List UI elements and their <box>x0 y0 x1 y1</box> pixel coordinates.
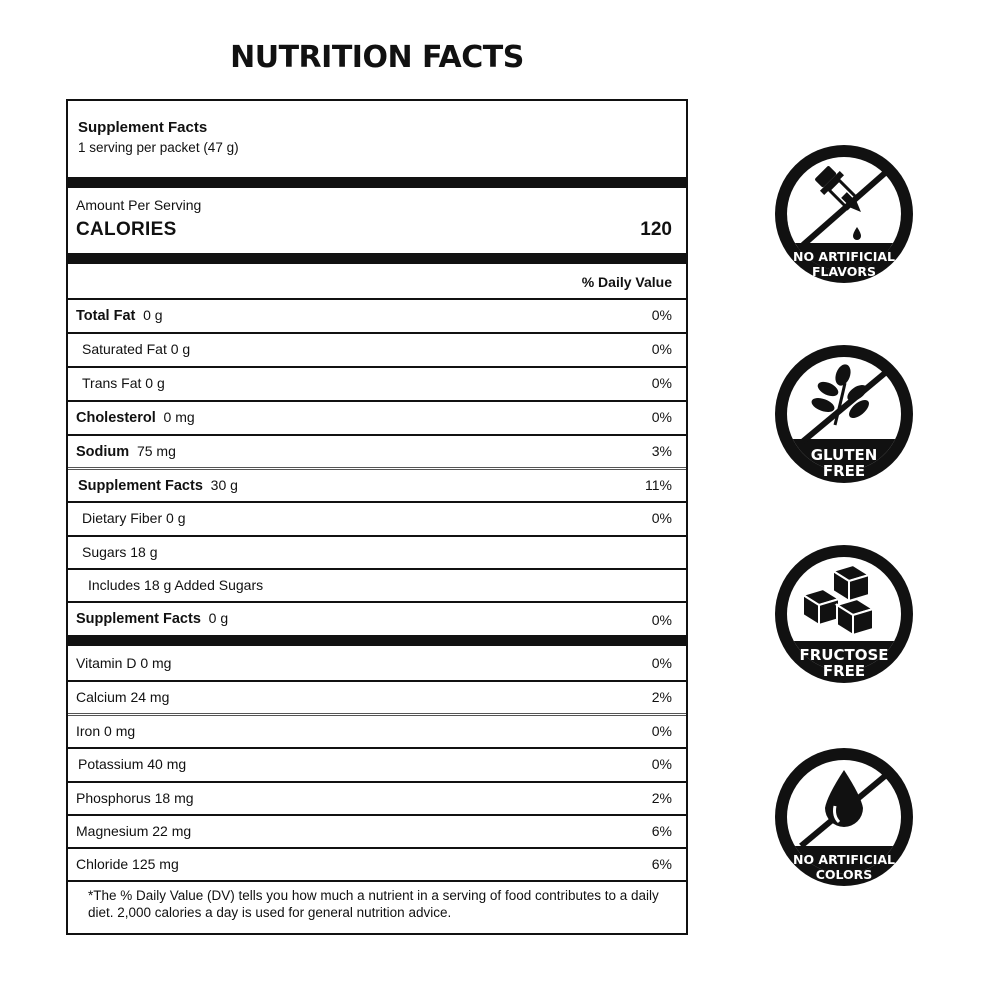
badge-text <box>783 447 905 479</box>
footnote-divider <box>68 880 686 882</box>
mineral-row-phosphorus <box>68 781 686 814</box>
thick-divider <box>68 635 686 646</box>
nutrient-name: Cholesterol <box>76 410 156 426</box>
nutrient-row-trans-fat <box>68 366 686 399</box>
mineral-name: Calcium 24 mg <box>76 689 170 705</box>
mineral-dv: 0% <box>651 756 672 772</box>
mineral-dv: 0% <box>651 655 672 671</box>
badge-line: GLUTEN <box>810 446 878 464</box>
nutrient-name: Sugars 18 g <box>82 544 158 560</box>
thick-divider <box>68 177 686 188</box>
badge-line: FRUCTOSE <box>799 646 889 664</box>
badge-no-artificial-flavors <box>773 143 915 285</box>
mineral-dv: 2% <box>651 689 672 705</box>
mineral-row-potassium <box>68 747 686 780</box>
label-header <box>78 118 239 158</box>
mineral-name: Iron 0 mg <box>76 723 136 739</box>
nutrient-amount: 0 g <box>208 610 229 626</box>
thick-divider <box>68 253 686 264</box>
nutrient-amount: 0 mg <box>163 409 195 425</box>
badge-fructose-free <box>773 543 915 685</box>
daily-value-header-label: % Daily Value <box>581 274 672 290</box>
mineral-row-iron <box>68 713 686 746</box>
amount-per-serving: Amount Per Serving <box>76 197 202 213</box>
mineral-name: Magnesium 22 mg <box>76 823 192 839</box>
mineral-row-magnesium <box>68 814 686 847</box>
nutrient-amount: 30 g <box>210 477 238 493</box>
nutrient-name: Sodium <box>76 444 130 460</box>
mineral-name: Phosphorus 18 mg <box>76 790 194 806</box>
nutrient-name: Total Fat <box>76 308 136 324</box>
mineral-dv: 0% <box>651 723 672 739</box>
nutrient-row-supplement-facts <box>68 467 686 500</box>
serving-size: 1 serving per packet (47 g) <box>78 140 239 155</box>
badge-line: FREE <box>822 662 866 680</box>
badge-line: FLAVORS <box>811 264 877 279</box>
badge-line: COLORS <box>815 867 873 882</box>
mineral-dv: 6% <box>651 823 672 839</box>
nutrient-row-supplement-facts-2 <box>68 601 686 635</box>
page-title: NUTRITION FACTS <box>230 40 524 75</box>
nutrient-row-cholesterol <box>68 400 686 433</box>
mineral-row-vitamin-d <box>68 648 686 681</box>
badge-gluten-free <box>773 343 915 485</box>
badge-line: NO ARTIFICIAL <box>792 852 895 867</box>
nutrient-row-dietary-fiber <box>68 501 686 534</box>
nutrient-dv: 0% <box>651 341 672 357</box>
nutrient-amount: 0 g <box>143 307 163 323</box>
badge-text <box>783 647 905 679</box>
badge-no-artificial-colors <box>773 746 915 888</box>
mineral-row-calcium <box>68 680 686 713</box>
nutrient-dv: 0% <box>651 510 672 526</box>
nutrient-name: Trans Fat 0 g <box>82 375 165 391</box>
nutrient-row-total-fat <box>68 298 686 331</box>
badge-line: NO ARTIFICIAL <box>792 249 895 264</box>
badge-text <box>783 249 905 279</box>
mineral-name: Potassium 40 mg <box>78 756 187 772</box>
nutrient-name: Supplement Facts <box>78 478 203 494</box>
mineral-name: Vitamin D 0 mg <box>76 655 172 671</box>
nutrient-dv: 0% <box>651 409 672 425</box>
daily-value-footnote: *The % Daily Value (DV) tells you how much a nutrient in a serving of food contributes to a daily diet. 2,000 calories a day is used for general nutrition advice. <box>88 888 659 920</box>
nutrient-name: Saturated Fat 0 g <box>82 341 191 357</box>
mineral-name: Chloride 125 mg <box>76 856 179 872</box>
nutrient-name: Includes 18 g Added Sugars <box>88 577 264 593</box>
mineral-row-chloride <box>68 847 686 880</box>
nutrient-dv: 0% <box>651 307 672 323</box>
mineral-dv: 6% <box>651 856 672 872</box>
nutrient-dv: 3% <box>651 443 672 459</box>
calories-label: CALORIES <box>76 219 177 240</box>
nutrient-row-added-sugars <box>68 568 686 601</box>
badge-line: FREE <box>822 462 866 480</box>
nutrient-row-sodium <box>68 434 686 467</box>
nutrition-label <box>66 99 688 935</box>
nutrient-name: Dietary Fiber 0 g <box>82 510 186 526</box>
nutrient-name: Supplement Facts <box>76 611 201 627</box>
mineral-dv: 2% <box>651 790 672 806</box>
nutrient-amount: 75 mg <box>136 443 176 459</box>
nutrient-dv: 0% <box>651 612 672 628</box>
nutrient-row-sugars <box>68 535 686 568</box>
badge-text <box>783 852 905 882</box>
label-header-title: Supplement Facts <box>78 119 208 136</box>
nutrient-dv: 0% <box>651 375 672 391</box>
calories-value: 120 <box>640 219 672 240</box>
nutrient-dv: 11% <box>645 477 672 493</box>
daily-value-header <box>68 267 686 300</box>
nutrient-row-saturated-fat <box>68 332 686 365</box>
